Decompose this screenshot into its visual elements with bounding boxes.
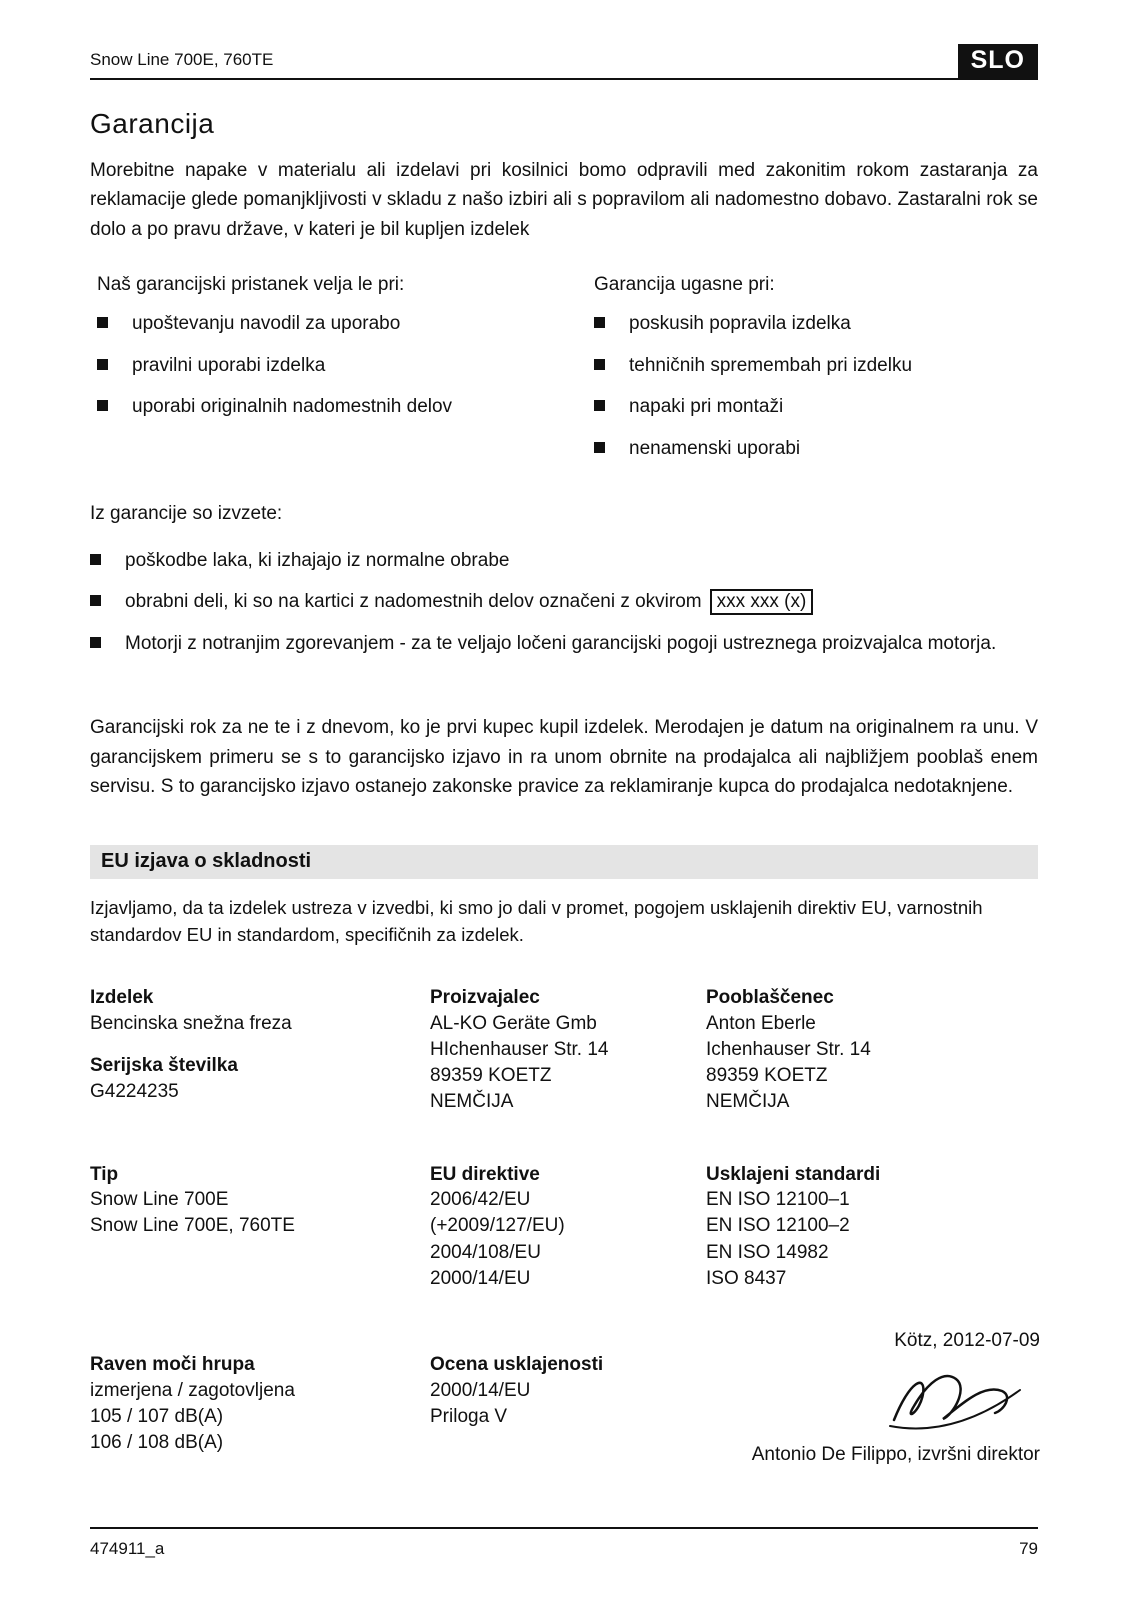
list-item-text: Motorji z notranjim zgorevanjem - za te veljajo ločeni garancijski pogoji ustreznega proizvajalca motorja. (125, 632, 997, 654)
representative-line: NEMČIJA (706, 1091, 790, 1113)
language-badge: SLO (958, 44, 1038, 78)
exclusion-item2-text: obrabni deli, ki so na kartici z nadomestnih delov označeni z okvirom (125, 591, 702, 613)
square-bullet-icon (97, 317, 108, 328)
list-item (594, 435, 1038, 463)
standard-line: ISO 8437 (706, 1267, 787, 1289)
product-value: Bencinska snežna freza (90, 1012, 292, 1034)
list-item (594, 352, 1038, 380)
directives-cell (430, 1162, 706, 1293)
type-line: Snow Line 700E, 760TE (90, 1215, 295, 1237)
list-item (90, 630, 1038, 658)
noise-line: izmerjena / zagotovljena (90, 1379, 295, 1401)
manufacturer-line: NEMČIJA (430, 1091, 514, 1113)
type-line: Snow Line 700E (90, 1189, 229, 1211)
manufacturer-label: Proizvajalec (430, 987, 540, 1009)
signature-place-date: Kötz, 2012-07-09 (894, 1330, 1040, 1351)
spare-part-frame-code: xxx xxx (x) (710, 589, 814, 615)
representative-label: Pooblaščenec (706, 987, 834, 1009)
standards-cell (706, 1162, 1038, 1293)
standard-line: EN ISO 14982 (706, 1241, 829, 1263)
type-cell (90, 1162, 430, 1293)
square-bullet-icon (594, 359, 605, 370)
signature-block (752, 1330, 1040, 1466)
eu-declaration-intro: Izjavljamo, da ta izdelek ustreza v izvedbi, ki smo jo dali v promet, pogojem usklajenih direktiv EU, varnostnih standardov EU in standardom, specifičnih za izdelek. (90, 897, 983, 946)
square-bullet-icon (90, 554, 101, 565)
directive-line: 2006/42/EU (430, 1189, 531, 1211)
list-item (97, 393, 594, 421)
list-item (594, 393, 1038, 421)
signature-name-title: Antonio De Filippo, izvršni direktor (751, 1444, 1040, 1465)
exclusions-heading: Iz garancije so izvzete: (90, 502, 283, 524)
noise-line: 106 / 108 dB(A) (90, 1432, 224, 1454)
warranty-void-column (594, 274, 1038, 476)
manufacturer-line: HIchenhauser Str. 14 (430, 1038, 609, 1060)
representative-line: Ichenhauser Str. 14 (706, 1038, 871, 1060)
exclusions-section (90, 503, 1038, 658)
noise-label: Raven moči hrupa (90, 1354, 255, 1376)
footer-doc-number: 474911_a (90, 1539, 165, 1558)
warranty-void-heading: Garancija ugasne pri: (594, 274, 775, 296)
directive-line: (+2009/127/EU) (430, 1215, 565, 1237)
list-item-text: upoštevanju navodil za uporabo (132, 313, 401, 335)
representative-line: Anton Eberle (706, 1012, 816, 1034)
serial-value: G4224235 (90, 1080, 179, 1102)
list-item (594, 310, 1038, 338)
serial-label: Serijska številka (90, 1054, 238, 1076)
warranty-columns (90, 274, 1038, 476)
standard-line: EN ISO 12100–1 (706, 1189, 850, 1211)
list-item-text: napaki pri montaži (629, 396, 784, 418)
square-bullet-icon (90, 595, 101, 606)
product-block (90, 985, 430, 1037)
list-item-text: pravilni uporabi izdelka (132, 354, 326, 376)
manufacturer-line: AL-KO Geräte Gmb (430, 1012, 597, 1034)
square-bullet-icon (594, 442, 605, 453)
square-bullet-icon (97, 359, 108, 370)
square-bullet-icon (594, 317, 605, 328)
signature-image (880, 1362, 1030, 1434)
conformity-cell (430, 1352, 706, 1456)
standards-label: Usklajeni standardi (706, 1163, 881, 1185)
manufacturer-cell (430, 985, 706, 1116)
warranty-valid-heading: Naš garancijski pristanek velja le pri: (97, 274, 405, 296)
manufacturer-line: 89359 KOETZ (430, 1065, 552, 1087)
page-footer (90, 1527, 1038, 1559)
list-item (97, 310, 594, 338)
type-label: Tip (90, 1163, 119, 1185)
directives-label: EU direktive (430, 1163, 540, 1185)
noise-cell (90, 1352, 430, 1456)
eu-declaration-heading: EU izjava o skladnosti (90, 845, 1038, 879)
square-bullet-icon (90, 637, 101, 648)
list-item-text (125, 588, 813, 616)
list-item (97, 352, 594, 380)
list-item-text: nenamenski uporabi (629, 437, 801, 459)
conformity-line: Priloga V (430, 1405, 508, 1427)
list-item (90, 588, 1038, 616)
page-header (90, 44, 1038, 80)
standard-line: EN ISO 12100–2 (706, 1215, 850, 1237)
intro-paragraph: Morebitne napake v materialu ali izdelavi pri kosilnici bomo odpravili med zakonitim rokom zastaranja za reklamacije glede pomanjkljivosti v skladu z našo izbiri ali s popravilom ali nadomestno dobavo. Zastaralni rok se dolo a po pravu države, v kateri je bil kupljen izdelek (90, 160, 1038, 240)
list-item (90, 547, 1038, 575)
list-item-text: uporabi originalnih nadomestnih delov (132, 396, 453, 418)
claims-paragraph: Garancijski rok za ne te i z dnevom, ko je prvi kupec kupil izdelek. Merodajen je datum na originalnem ra unu. V garancijskem primeru se s to garancijsko izjavo in ra unom obrnite na prodajalca ali najbližjem pooblaš enem servisu. S to garancijsko izjavo ostanejo zakonske pravice za reklamiranje kupca do prodajalca nedotaknjene. (90, 717, 1038, 798)
list-item-text: poškodbe laka, ki izhajajo iz normalne obrabe (125, 549, 510, 571)
product-label: Izdelek (90, 987, 154, 1009)
square-bullet-icon (594, 400, 605, 411)
page-title: Garancija (90, 108, 215, 139)
representative-cell (706, 985, 1038, 1116)
warranty-valid-column (97, 274, 594, 476)
header-doc-title: Snow Line 700E, 760TE (90, 50, 274, 69)
representative-line: 89359 KOETZ (706, 1065, 828, 1087)
conformity-label: Ocena usklajenosti (430, 1354, 604, 1376)
footer-page-number: 79 (1019, 1539, 1038, 1558)
list-item-text: tehničnih spremembah pri izdelku (629, 354, 913, 376)
directive-line: 2004/108/EU (430, 1241, 541, 1263)
conformity-line: 2000/14/EU (430, 1379, 531, 1401)
serial-block (90, 1053, 430, 1105)
square-bullet-icon (97, 400, 108, 411)
noise-line: 105 / 107 dB(A) (90, 1405, 224, 1427)
product-cell (90, 985, 430, 1116)
list-item-text: poskusih popravila izdelka (629, 313, 851, 335)
directive-line: 2000/14/EU (430, 1267, 531, 1289)
